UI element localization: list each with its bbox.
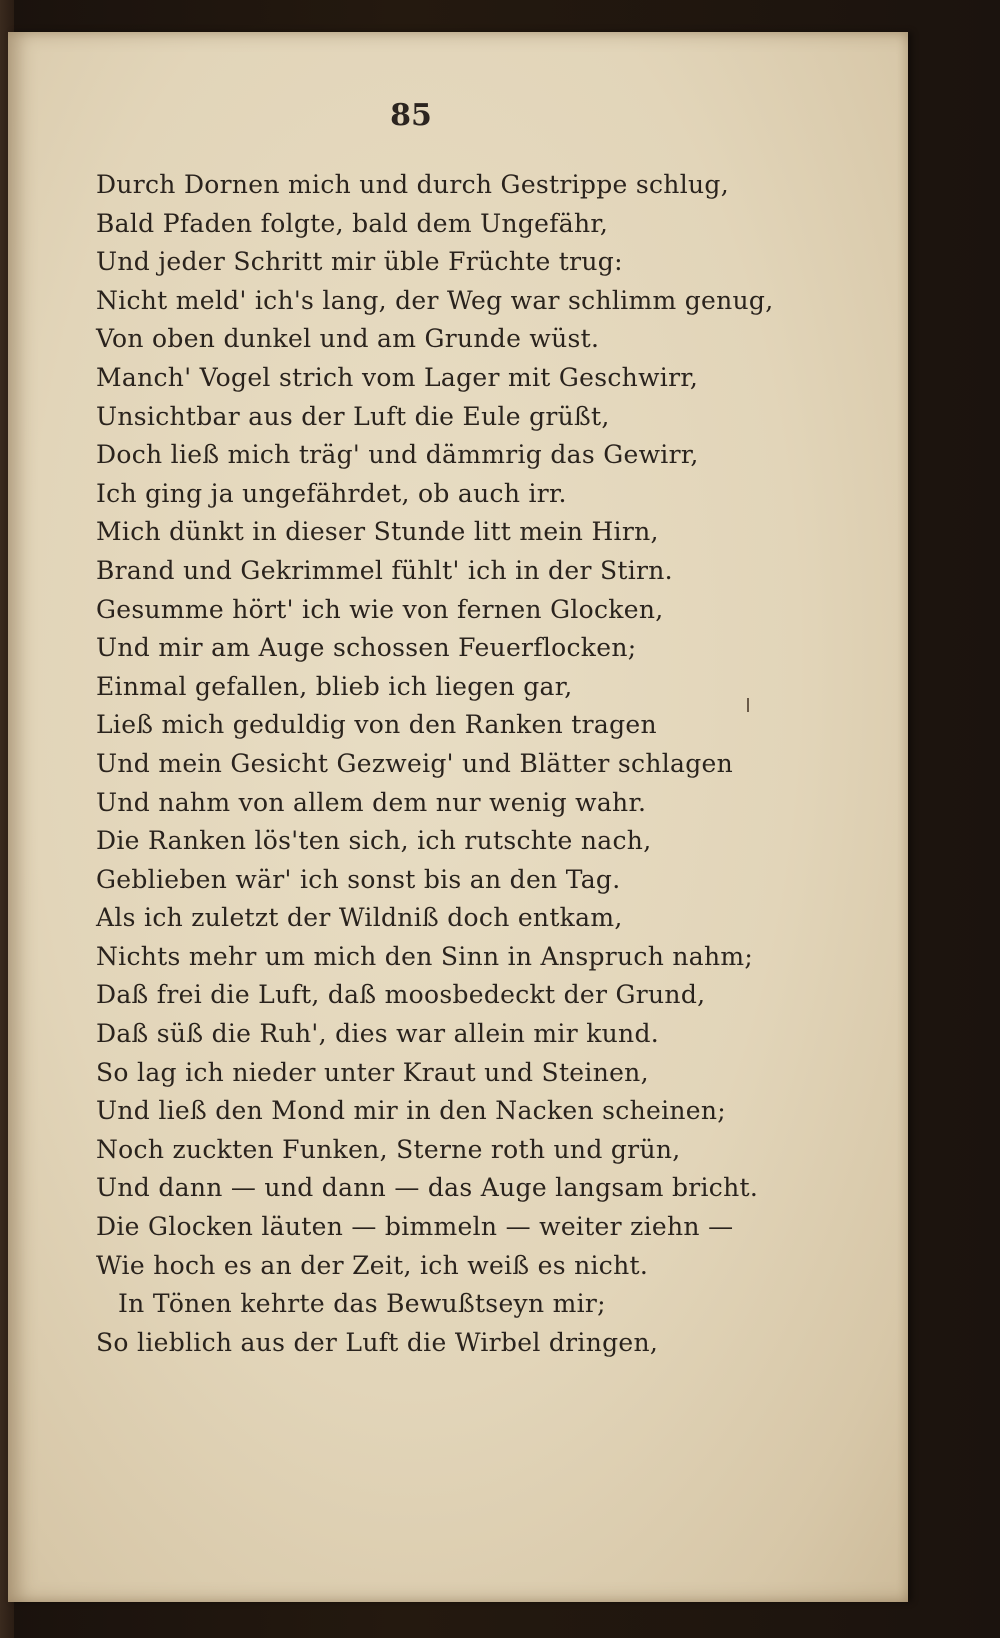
poem-line: Brand und Gekrimmel fühlt' ich in der Stirn. [96,555,673,585]
poem-line: Und mein Gesicht Gezweig' und Blätter schlagen [96,748,734,778]
poem-line: Wie hoch es an der Zeit, ich weiß es nicht. [96,1250,649,1280]
poem-line: Mich dünkt in dieser Stunde litt mein Hirn, [96,517,659,547]
printing-mark [747,698,749,712]
poem-line: Und nahm von allem dem nur wenig wahr. [96,787,647,817]
poem-line: Manch' Vogel strich vom Lager mit Geschwirr, [96,362,699,392]
poem-line: Geblieben wär' ich sonst bis an den Tag. [96,864,621,894]
poem-line: Unsichtbar aus der Luft die Eule grüßt, [96,401,610,431]
poem-line: Und jeder Schritt mir üble Früchte trug: [96,247,623,277]
poem-line: Gesumme hört' ich wie von fernen Glocken, [96,594,664,624]
poem-line: Ließ mich geduldig von den Ranken tragen [96,710,657,740]
poem-line: Ich ging ja ungefährdet, ob auch irr. [96,478,567,508]
poem-line: Noch zuckten Funken, Sterne roth und grün, [96,1134,681,1164]
poem-line: In Tönen kehrte das Bewußtseyn mir; [118,1289,606,1319]
poem-line: Bald Pfaden folgte, bald dem Ungefähr, [96,208,609,238]
book-page [8,32,908,1602]
poem-line: Doch ließ mich träg' und dämmrig das Gewirr, [96,440,699,470]
poem-line: Daß frei die Luft, daß moosbedeckt der Grund, [96,980,706,1010]
poem-line: Nicht meld' ich's lang, der Weg war schlimm genug, [96,285,774,315]
poem-text-block [96,166,836,1362]
page-number: 85 [390,98,432,133]
poem-line: Als ich zuletzt der Wildniß doch entkam, [96,903,623,933]
poem-line: Daß süß die Ruh', dies war allein mir kund. [96,1019,660,1049]
poem-line: Von oben dunkel und am Grunde wüst. [96,324,600,354]
poem-line: Nichts mehr um mich den Sinn in Anspruch nahm; [96,941,754,971]
poem-line: Die Glocken läuten — bimmeln — weiter ziehn — [96,1212,734,1242]
poem-line: So lag ich nieder unter Kraut und Steinen, [96,1057,649,1087]
poem-line: Die Ranken lös'ten sich, ich rutschte nach, [96,826,652,856]
poem-line: Und ließ den Mond mir in den Nacken scheinen; [96,1096,727,1126]
poem-line: Und dann — und dann — das Auge langsam bricht. [96,1173,759,1203]
poem-line: Einmal gefallen, blieb ich liegen gar, [96,671,573,701]
poem-line: Durch Dornen mich und durch Gestrippe schlug, [96,170,729,199]
poem-line: So lieblich aus der Luft die Wirbel dringen, [96,1327,659,1357]
poem-line: Und mir am Auge schossen Feuerflocken; [96,633,637,663]
